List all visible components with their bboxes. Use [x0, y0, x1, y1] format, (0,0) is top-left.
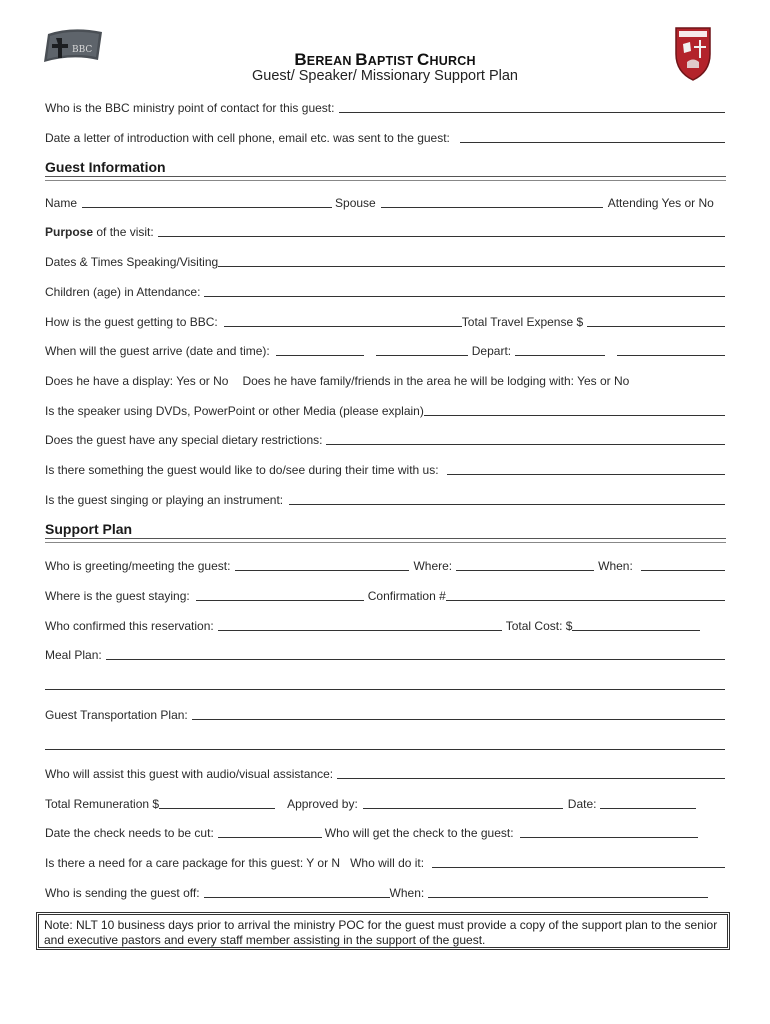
arrive-date-field[interactable] [276, 343, 364, 356]
total-cost-field[interactable] [572, 618, 700, 631]
letter-date-field[interactable] [460, 130, 725, 143]
display-row: Does he have a display: Yes or No Does he have family/friends in the area he will be lodging with: Yes or No [45, 374, 630, 388]
transport-field-line-2[interactable] [45, 749, 725, 750]
arrive-row: When will the guest arrive (date and time): Depart: [45, 342, 725, 358]
transport-field[interactable] [192, 707, 725, 720]
depart-date-field[interactable] [515, 343, 605, 356]
approved-date-field[interactable] [600, 796, 696, 809]
check-row: Date the check needs to be cut: Who will get the check to the guest: [45, 824, 725, 840]
letter-row: Date a letter of introduction with cell phone, email etc. was sent to the guest: [45, 129, 725, 145]
travel-expense-field[interactable] [587, 314, 725, 327]
travel-field[interactable] [224, 314, 462, 327]
arrive-time-field[interactable] [376, 343, 468, 356]
care-who-field[interactable] [432, 855, 725, 868]
todo-row: Is there something the guest would like to do/see during their time with us: [45, 461, 725, 477]
sending-field[interactable] [204, 885, 390, 898]
remuneration-row: Total Remuneration $ Approved by: Date: [45, 795, 725, 811]
dietary-row: Does the guest have any special dietary restrictions: [45, 431, 725, 447]
dates-row: Dates & Times Speaking/Visiting [45, 253, 725, 269]
note-box: Note: NLT 10 business days prior to arrival the ministry POC for the guest must provide a copy of the support plan to the senior and executive pastors and every staff member assisting in the support of the guest. [38, 914, 728, 948]
approved-by-field[interactable] [363, 796, 563, 809]
check-who-field[interactable] [520, 825, 698, 838]
svg-text:BBC: BBC [72, 45, 93, 55]
greeting-row: Who is greeting/meeting the guest: Where: When: [45, 557, 725, 573]
confirmed-by-field[interactable] [218, 618, 502, 631]
staying-field[interactable] [196, 588, 364, 601]
media-row: Is the speaker using DVDs, PowerPoint or other Media (please explain) [45, 402, 725, 418]
name-row: Name Spouse Attending Yes or No [45, 196, 714, 210]
travel-row: How is the guest getting to BBC: Total Travel Expense $ [45, 313, 725, 329]
remuneration-field[interactable] [159, 796, 275, 809]
meal-field-line-2[interactable] [45, 689, 725, 690]
confirmed-row: Who confirmed this reservation: Total Cost: $ [45, 617, 725, 633]
dietary-field[interactable] [326, 432, 725, 445]
children-row: Children (age) in Attendance: [45, 283, 725, 299]
church-name-title: BEREAN BAPTIST CHURCH [294, 50, 476, 69]
greeting-when-field[interactable] [641, 558, 725, 571]
check-date-field[interactable] [218, 825, 322, 838]
spouse-field[interactable] [381, 195, 603, 208]
support-plan-heading: Support Plan [45, 521, 726, 540]
av-row: Who will assist this guest with audio/visual assistance: [45, 765, 725, 781]
depart-time-field[interactable] [617, 343, 725, 356]
transport-row: Guest Transportation Plan: [45, 706, 725, 722]
care-row: Is there a need for a care package for this guest: Y or N Who will do it: [45, 854, 725, 870]
media-field[interactable] [424, 403, 725, 416]
greeting-where-field[interactable] [456, 558, 594, 571]
guest-information-heading: Guest Information [45, 159, 726, 178]
form-subtitle: Guest/ Speaker/ Missionary Support Plan [252, 68, 518, 84]
av-field[interactable] [337, 766, 725, 779]
purpose-field[interactable] [158, 224, 725, 237]
staying-row: Where is the guest staying: Confirmation # [45, 587, 725, 603]
greeting-field[interactable] [235, 558, 409, 571]
sending-when-field[interactable] [428, 885, 708, 898]
contact-field[interactable] [339, 100, 725, 113]
singing-field[interactable] [289, 492, 725, 505]
confirmation-field[interactable] [446, 588, 725, 601]
dates-field[interactable] [218, 254, 725, 267]
meal-field[interactable] [106, 647, 725, 660]
children-field[interactable] [204, 284, 725, 297]
meal-row: Meal Plan: [45, 646, 725, 662]
name-field[interactable] [82, 195, 332, 208]
sending-row: Who is sending the guest off: When: [45, 884, 725, 900]
todo-field[interactable] [447, 462, 725, 475]
singing-row: Is the guest singing or playing an instrument: [45, 491, 725, 507]
purpose-row: Purpose of the visit: [45, 223, 725, 239]
contact-row: Who is the BBC ministry point of contact for this guest: [45, 99, 725, 115]
